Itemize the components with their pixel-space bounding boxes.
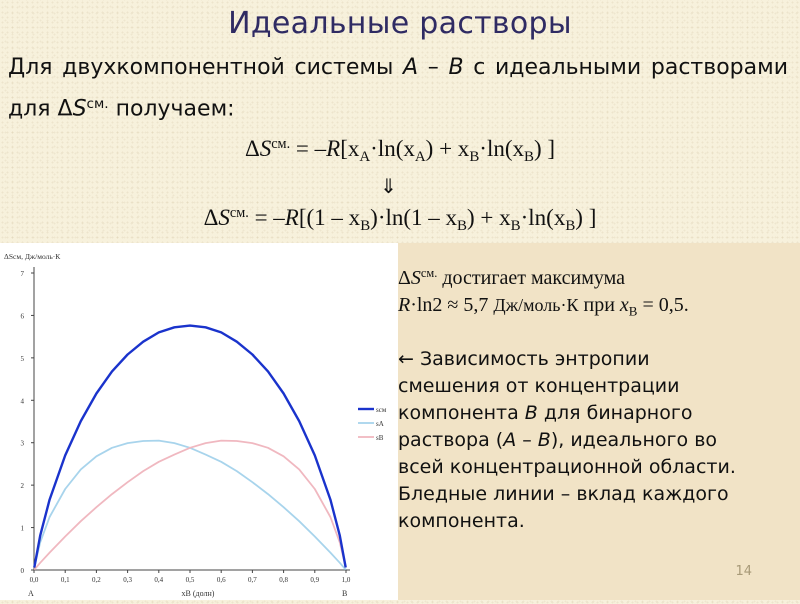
formula-term: [x (340, 136, 360, 161)
formula-1 (0, 136, 800, 166)
x-tick-label: 0,9 (310, 576, 320, 584)
formula-term: ·ln(x (370, 136, 415, 161)
subscript-b: B (524, 149, 534, 166)
note-para-line-2: смешения от концентрации (398, 375, 680, 398)
series-line-2 (34, 441, 345, 570)
entropy-chart (0, 243, 398, 600)
delta-symbol: Δ (203, 205, 219, 230)
note-line-1 (398, 260, 790, 292)
note-text-span: для бинарного (537, 402, 693, 425)
x-end-label-a: A (28, 589, 34, 598)
series-line-1 (34, 441, 345, 570)
component-a: A (403, 55, 419, 80)
note-line-2 (398, 292, 790, 325)
mixing-superscript: см. (229, 205, 249, 222)
y-tick-label: 5 (20, 354, 24, 363)
series-line-0 (34, 326, 345, 568)
component-b: B (537, 429, 551, 452)
x-tick-label: 0,1 (60, 576, 70, 584)
intro-text-3: получаем: (108, 96, 235, 122)
x-end-label-b: B (342, 589, 348, 598)
intro-paragraph (8, 50, 788, 128)
gas-constant: R (326, 136, 341, 161)
mixing-superscript: см. (271, 136, 291, 153)
subscript-a: A (359, 149, 371, 166)
formula-term: )·ln(1 – x (370, 205, 458, 230)
formula-2 (0, 205, 800, 235)
formula-term: ) ] (575, 205, 597, 230)
subscript-b: B (565, 218, 576, 235)
x-tick-label: 0,5 (185, 576, 195, 584)
note-para-line-6: Бледные линии – вклад каждого (398, 483, 729, 506)
note-text-span: при (578, 293, 620, 316)
mixing-superscript: см. (420, 266, 438, 280)
legend-label-2: sB (376, 434, 384, 442)
gas-constant: R (284, 205, 299, 230)
mole-fraction-symbol: x (619, 293, 629, 316)
chart-panel (0, 243, 398, 600)
formula-term: ) ] (533, 136, 556, 161)
down-arrow-icon: ⇓ (380, 174, 397, 198)
y-axis-label: ΔSсм, Дж/моль·К (4, 252, 61, 261)
formula-term: ) + x (467, 205, 511, 230)
note-para-line-1: ← Зависимость энтропии (398, 348, 650, 371)
note-text (398, 260, 790, 535)
legend-label-0: sсм (376, 406, 387, 414)
equals-minus: = – (248, 205, 285, 230)
component-a: A (503, 429, 517, 452)
formula-term: ·ln(x (520, 205, 566, 230)
intro-dash: – (418, 55, 449, 80)
intro-text-1: Для двухкомпонентной системы (8, 55, 403, 80)
note-text-span: – (516, 429, 538, 452)
subscript-b: B (628, 303, 638, 319)
subscript-b: B (360, 218, 371, 235)
y-tick-label: 1 (20, 524, 24, 533)
x-tick-label: 0,2 (92, 576, 101, 584)
slide-title: Идеальные растворы (228, 6, 572, 41)
note-para-line-7: компонента. (398, 510, 525, 533)
note-para-line-3 (398, 400, 790, 427)
note-text-span: ), идеального во (550, 429, 718, 452)
formula-term: ·ln(x (479, 136, 524, 161)
x-tick-label: 0,7 (248, 576, 257, 584)
equals-minus: = – (290, 136, 327, 161)
gas-constant: R (398, 293, 411, 316)
entropy-symbol: S (410, 266, 421, 289)
note-text-span: ·ln2 ≈ 5,7 (410, 293, 494, 316)
x-tick-label: 0,8 (279, 576, 288, 584)
legend-label-1: sA (376, 420, 384, 428)
x-tick-label: 0,0 (29, 576, 39, 584)
x-tick-label: 0,6 (216, 576, 226, 584)
delta-symbol: Δ (398, 266, 411, 289)
subscript-b: B (510, 218, 521, 235)
y-tick-label: 3 (20, 439, 24, 448)
subscript-b: B (469, 149, 480, 166)
note-text-span: достигает максимума (437, 266, 626, 289)
formula-term: [(1 – x (298, 205, 361, 230)
subscript-b: B (457, 218, 467, 235)
note-text-span: раствора ( (398, 429, 504, 452)
y-tick-label: 2 (20, 482, 24, 491)
note-para-line-5: всей концентрационной области. (398, 456, 736, 479)
x-tick-label: 1,0 (341, 576, 351, 584)
note-text-span: = 0,5. (637, 293, 689, 316)
component-b: B (448, 55, 464, 80)
unit-label: Дж/моль·К (493, 294, 579, 315)
page-number: 14 (735, 564, 752, 579)
subscript-a: A (414, 149, 426, 166)
component-b: B (524, 402, 538, 425)
delta-symbol: Δ (244, 136, 260, 161)
entropy-symbol: S (259, 136, 272, 161)
mixing-superscript: см. (86, 96, 109, 112)
note-text-span: компонента (398, 402, 525, 425)
x-axis-label: xB (долн) (181, 589, 215, 598)
y-tick-label: 6 (20, 312, 24, 321)
x-tick-label: 0,4 (154, 576, 164, 584)
formula-term: ) + x (425, 136, 470, 161)
note-para-line-4 (398, 427, 790, 454)
y-tick-label: 7 (20, 270, 24, 278)
intro-text-2: с идеальными растворами для Δ (8, 55, 788, 122)
y-tick-label: 4 (20, 397, 24, 406)
entropy-symbol: S (72, 96, 87, 122)
entropy-symbol: S (218, 205, 230, 230)
x-tick-label: 0,3 (123, 576, 132, 584)
y-tick-label: 0 (20, 567, 24, 575)
